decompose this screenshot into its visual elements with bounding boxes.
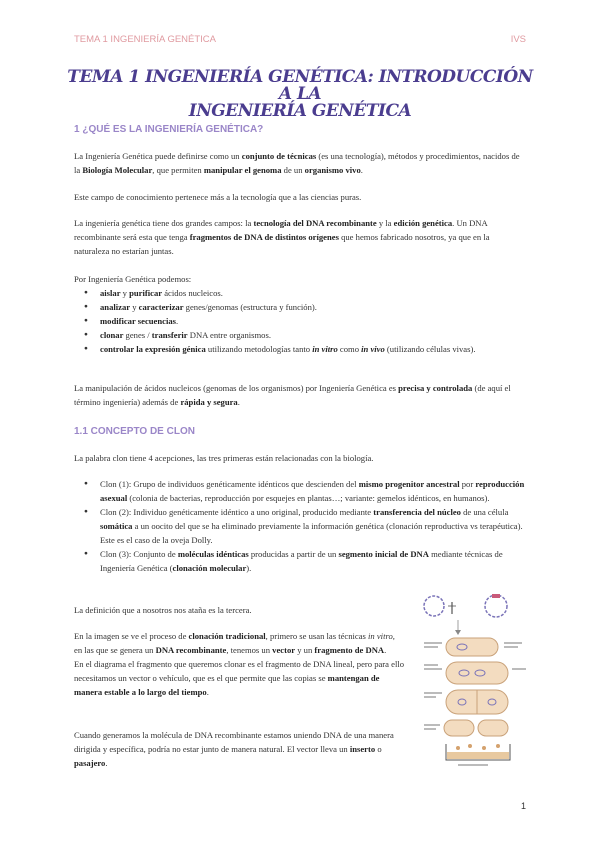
paragraph-field: Este campo de conocimiento pertenece más a la tecnología que a las ciencias puras. xyxy=(74,192,362,202)
page-header xyxy=(74,34,526,45)
list-item: ● Clon (2): Individuo genéticamente idéntico a uno original, producido mediante transferencia del núcleo de una célula somática a un oocito del que se ha eliminado previamente la información genética (clonación reproductiva vs terapéutica). Este es el caso de la oveja Dolly. xyxy=(74,505,526,547)
paragraph-can-do: Por Ingeniería Genética podemos: ● aislar y purificar ácidos nucleicos. ● analizar y caracterizar genes/genomas (estructura y función). ● modificar secuencias. ● clonar genes / transferir DNA entre organismos. ● controlar la expresión génica utilizando metodologías tanto in vitro como in vivo (utilizando células vivas). xyxy=(74,272,526,356)
document-title xyxy=(60,69,540,120)
cloning-diagram xyxy=(418,592,530,770)
bacterium-icon xyxy=(446,662,508,684)
list-item: ● Clon (3): Conjunto de moléculas idénticas producidas a partir de un segmento inicial de DNA mediante técnicas de Ingeniería Genética (clonación molecular). xyxy=(74,547,526,575)
clon-list xyxy=(74,477,526,575)
section-heading-1-1: 1.1 CONCEPTO DE CLON xyxy=(74,426,195,437)
paragraph-clon-meanings: La palabra clon tiene 4 acepciones, las tres primeras están relacionadas con la biología. xyxy=(74,453,374,463)
title-line-1: TEMA 1 INGENIERÍA GENÉTICA: INTRODUCCIÓN A LA xyxy=(67,67,533,104)
section-heading-1: 1 ¿QUÉ ES LA INGENIERÍA GENÉTICA? xyxy=(74,124,264,135)
paragraph-third-definition: La definición que a nosotros nos ataña es la tercera. xyxy=(74,605,252,615)
capabilities-list xyxy=(74,286,526,356)
paragraph-fields: La ingeniería genética tiene dos grandes campos: la tecnología del DNA recombinante y la edición genética. Un DNA recombinante será esta que tenga fragmentos de DNA de distintos orígenes que hemos fabricado nosotros, ya que en la naturaleza no estarían juntas. xyxy=(74,218,490,256)
list-item: ● analizar y caracterizar genes/genomas (estructura y función). xyxy=(74,300,526,314)
paragraph-traditional-cloning: En la imagen se ve el proceso de clonación tradicional, primero se usan las técnicas in vitro, en las que se genera un DNA recombinante, tenemos un vector y un fragmento de DNA. En el diagrama el fragmento que queremos clonar es el fragmento de DNA lineal, pero para ello necesitamos un vector o vehículo, que es el que permite que las copias se mantengan de manera estable a lo largo del tiempo. xyxy=(74,631,405,697)
header-author: IVS xyxy=(510,34,526,45)
clon-definitions xyxy=(74,477,526,575)
list-item: ● Clon (1): Grupo de individuos genéticamente idénticos que descienden del mismo progenitor ancestral por reproducción asexual (colonia de bacterias, reproducción por esquejes en plantas…; variante: gemelos idénticos, en humanos). xyxy=(74,477,526,505)
page-number: 1 xyxy=(520,801,526,811)
title-line-2: INGENIERÍA GENÉTICA xyxy=(188,101,412,121)
paragraph-definition: La Ingeniería Genética puede definirse como un conjunto de técnicas (es una tecnología), métodos y procedimientos, nacidos de la Biología Molecular, que permiten manipular el genoma de un organismo vivo. xyxy=(74,151,520,175)
paragraph-manipulation: La manipulación de ácidos nucleicos (genomas de los organismos) por Ingeniería Genética es precisa y controlada (de aquí el término ingeniería) además de rápida y segura. xyxy=(74,383,511,407)
list-item: ● aislar y purificar ácidos nucleicos. xyxy=(74,286,526,300)
bacterium-icon xyxy=(446,638,498,656)
list-item: ● modificar secuencias. xyxy=(74,314,526,328)
list-item: ● clonar genes / transferir DNA entre organismos. xyxy=(74,328,526,342)
header-title: TEMA 1 INGENIERÍA GENÉTICA xyxy=(74,34,217,45)
paragraph-recombinant: Cuando generamos la molécula de DNA recombinante estamos uniendo DNA de una manera dirigida y específica, podría no estar junto de manera natural. El vector lleva un inserto o pasajero. xyxy=(74,730,394,768)
list-item: ● controlar la expresión génica utilizando metodologías tanto in vitro como in vivo (utilizando células vivas). xyxy=(74,342,526,356)
